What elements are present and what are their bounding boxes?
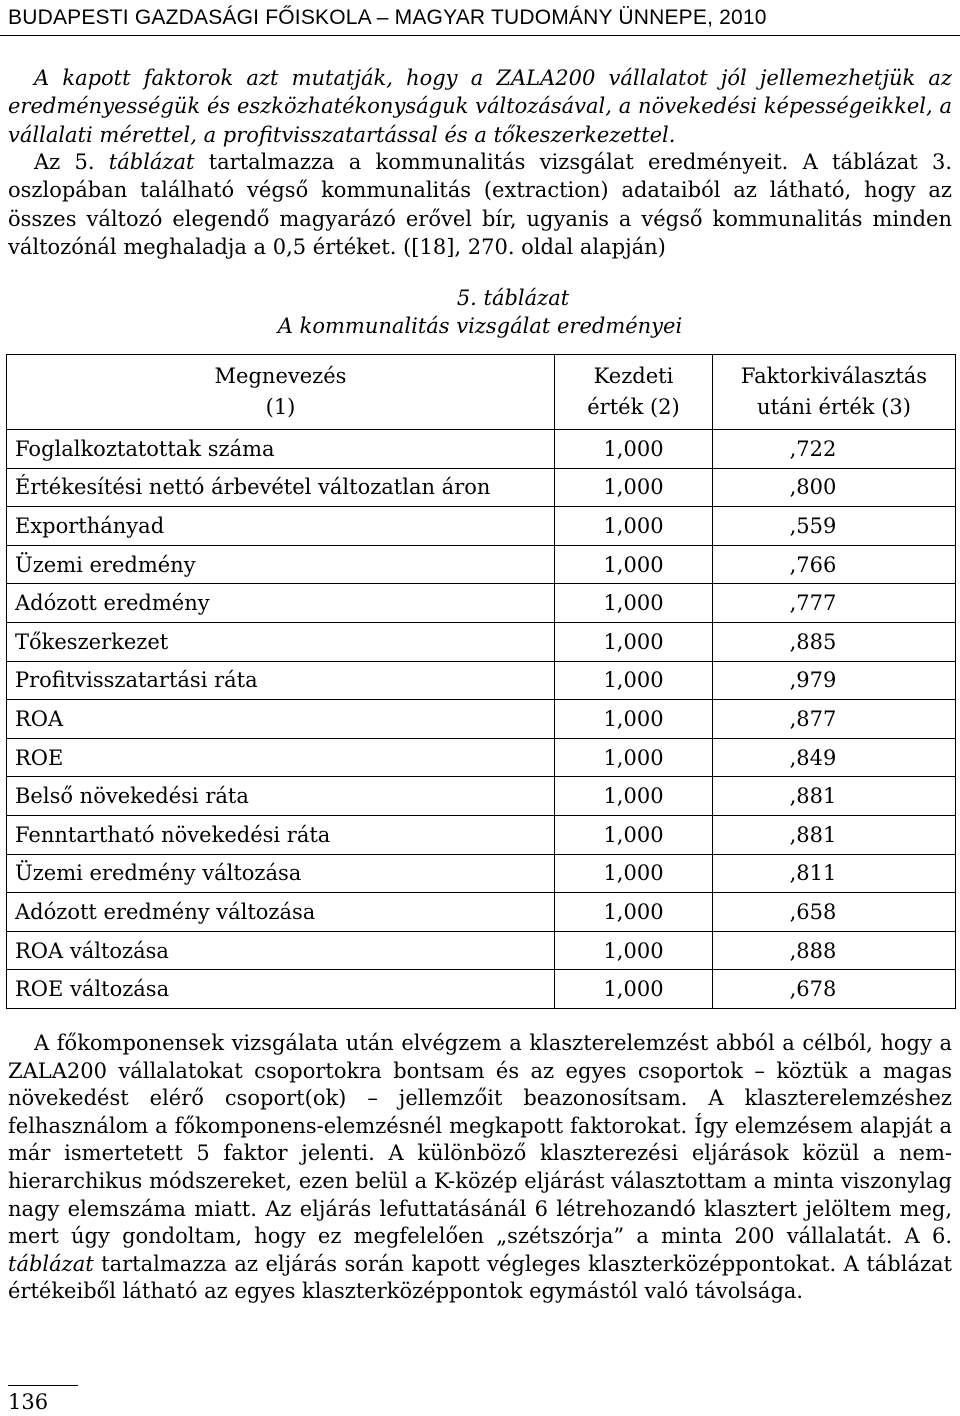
extraction-value: ,766 xyxy=(713,545,956,584)
initial-value: 1,000 xyxy=(555,545,713,584)
paragraph-2 xyxy=(8,1030,952,1306)
table-caption-number: 5. táblázat xyxy=(456,286,570,310)
table-row xyxy=(7,584,956,623)
initial-value: 1,000 xyxy=(555,661,713,700)
initial-value: 1,000 xyxy=(555,893,713,932)
paragraph-cluster-analysis xyxy=(8,1030,952,1306)
variable-name: Üzemi eredmény xyxy=(7,545,555,584)
table-row xyxy=(7,893,956,932)
initial-value: 1,000 xyxy=(555,777,713,816)
table-caption-title: A kommunalitás vizsgálat eredményei xyxy=(277,314,683,338)
variable-name: Tőkeszerkezet xyxy=(7,622,555,661)
initial-value: 1,000 xyxy=(555,622,713,661)
initial-value: 1,000 xyxy=(555,584,713,623)
extraction-value: ,777 xyxy=(713,584,956,623)
variable-name: Exporthányad xyxy=(7,507,555,546)
table-row xyxy=(7,815,956,854)
paragraph-1 xyxy=(8,148,952,262)
extraction-value: ,849 xyxy=(713,738,956,777)
variable-name: ROA változása xyxy=(7,931,555,970)
variable-name: ROE xyxy=(7,738,555,777)
variable-name: Adózott eredmény xyxy=(7,584,555,623)
table-row xyxy=(7,777,956,816)
extraction-value: ,678 xyxy=(713,970,956,1009)
initial-value: 1,000 xyxy=(555,970,713,1009)
extraction-value: ,877 xyxy=(713,700,956,739)
para2-part1: A főkomponensek vizsgálata után elvégzem a klaszterelemzést abból a célból, hogy a ZALA200 vállalatokat csoportokra bontsam és az egyes csoportok – köztük a magas növekedést elérő csoport(ok) – jellemzőit beazonosítsam. A klaszterelemzéshez felhasználom a főkomponens-elemzésnél megkapott faktorokat. Így elemzésem alapját a már ismertetett 5 faktor jelenti. A különböző klaszterezési eljárások közül a nem-hierarchikus módszereket, ezen belül a K-közép eljárást választottam a minta viszonylag nagy elemszáma miatt. Az eljárás lefuttatásánál 6 létrehozandó klasztert jelöltem meg, mert úgy gondoltam, hogy ez megfelelően „szétszórja” a minta 200 vállalatát. A 6. xyxy=(8,1031,952,1249)
table-header-row xyxy=(7,355,956,430)
paragraph-table-reference xyxy=(8,148,952,262)
table-ref-6: táblázat xyxy=(8,1251,94,1276)
table-body xyxy=(7,430,956,1009)
footer-rule xyxy=(8,1385,78,1386)
initial-value: 1,000 xyxy=(555,700,713,739)
table-row xyxy=(7,622,956,661)
table-row xyxy=(7,507,956,546)
header-extraction: Faktorkiválasztás utáni érték (3) xyxy=(713,355,956,430)
intro-paragraph xyxy=(8,64,952,149)
initial-value: 1,000 xyxy=(555,430,713,469)
extraction-value: ,881 xyxy=(713,777,956,816)
variable-name: Belső növekedési ráta xyxy=(7,777,555,816)
table-row xyxy=(7,700,956,739)
extraction-value: ,885 xyxy=(713,622,956,661)
table-row xyxy=(7,970,956,1009)
table-row xyxy=(7,545,956,584)
para1-text: tartalmazza a kommunalitás vizsgálat eredményeit. A táblázat 3. oszlopában található végső kommunalitás (extraction) adataiból az látható, hogy az összes változó elegendő magyarázó erővel bír, ugyanis a végső kommunalitás minden változónál meghaladja a 0,5 értéket. ([18], 270. oldal alapján) xyxy=(8,150,952,260)
table-row xyxy=(7,468,956,507)
initial-value: 1,000 xyxy=(555,854,713,893)
extraction-value: ,722 xyxy=(713,430,956,469)
initial-value: 1,000 xyxy=(555,468,713,507)
initial-value: 1,000 xyxy=(555,815,713,854)
table-row xyxy=(7,430,956,469)
extraction-value: ,979 xyxy=(713,661,956,700)
table-row xyxy=(7,854,956,893)
table-ref-5: táblázat xyxy=(108,150,195,174)
extraction-value: ,800 xyxy=(713,468,956,507)
variable-name: ROA xyxy=(7,700,555,739)
para1-prefix: Az 5. xyxy=(34,150,109,174)
intro-text: A kapott faktorok azt mutatják, hogy a ZALA200 vállalatot jól jellemezhetjük az eredményességük és eszközhatékonyságuk változásával, a növekedési képességeikkel, a vállalati mérettel, a profitvisszatartással és a tőkeszerkezettel. xyxy=(8,66,952,147)
extraction-value: ,559 xyxy=(713,507,956,546)
table-row xyxy=(7,738,956,777)
variable-name: Fenntartható növekedési ráta xyxy=(7,815,555,854)
extraction-value: ,811 xyxy=(713,854,956,893)
variable-name: Profitvisszatartási ráta xyxy=(7,661,555,700)
table-row xyxy=(7,931,956,970)
para2-part2: tartalmazza az eljárás során kapott végleges klaszterközéppontokat. A táblázat értékeiből látható az egyes klaszterközéppontok egymástól való távolsága. xyxy=(8,1251,952,1304)
extraction-value: ,881 xyxy=(713,815,956,854)
extraction-value: ,888 xyxy=(713,931,956,970)
initial-value: 1,000 xyxy=(555,507,713,546)
variable-name: Foglalkoztatottak száma xyxy=(7,430,555,469)
initial-value: 1,000 xyxy=(555,931,713,970)
variable-name: Értékesítési nettó árbevétel változatlan áron xyxy=(7,468,555,507)
variable-name: Adózott eredmény változása xyxy=(7,893,555,932)
variable-name: Üzemi eredmény változása xyxy=(7,854,555,893)
header-initial: Kezdeti érték (2) xyxy=(555,355,713,430)
header-name: Megnevezés (1) xyxy=(7,355,555,430)
communality-table xyxy=(6,354,956,1009)
running-header: BUDAPESTI GAZDASÁGI FŐISKOLA – MAGYAR TUDOMÁNY ÜNNEPE, 2010 xyxy=(8,6,767,29)
page-number: 136 xyxy=(8,1390,49,1414)
table-row xyxy=(7,661,956,700)
initial-value: 1,000 xyxy=(555,738,713,777)
header-rule xyxy=(0,35,960,36)
extraction-value: ,658 xyxy=(713,893,956,932)
variable-name: ROE változása xyxy=(7,970,555,1009)
